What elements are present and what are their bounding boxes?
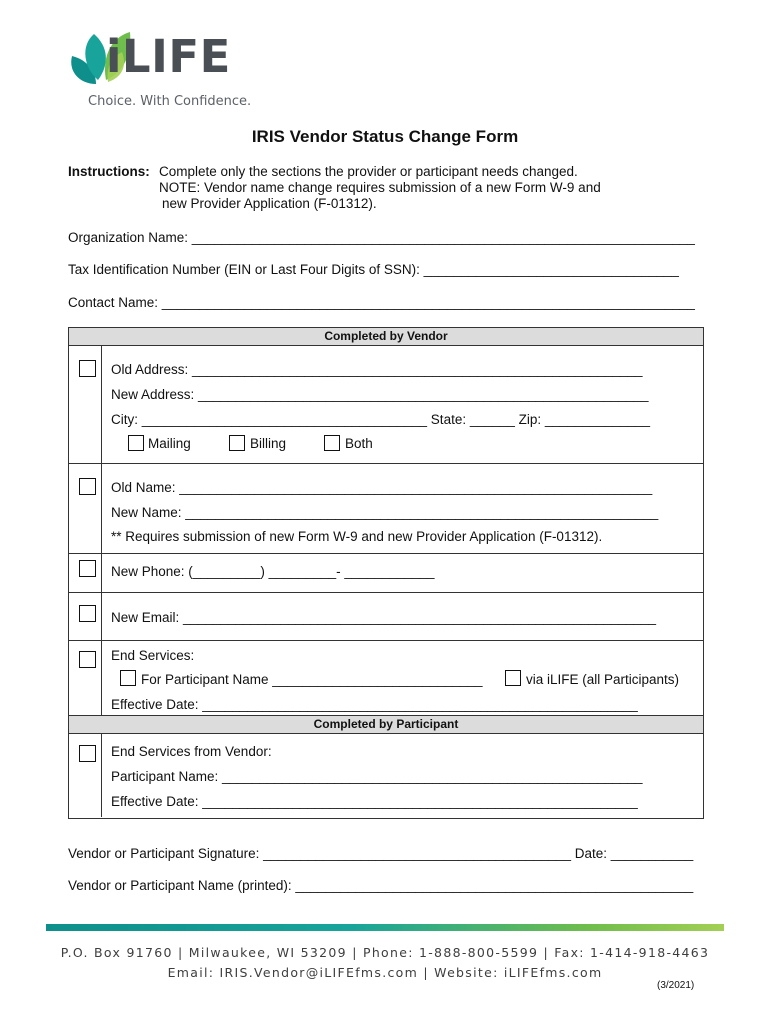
name-change-checkbox[interactable]	[79, 478, 96, 495]
row-divider	[69, 640, 703, 641]
new-name-field[interactable]: New Name: _______________________________________________________________	[111, 505, 659, 520]
mailing-label: Mailing	[148, 436, 191, 451]
participant-end-services-checkbox[interactable]	[79, 745, 96, 762]
form-title: IRIS Vendor Status Change Form	[251, 127, 519, 146]
row-divider	[69, 553, 703, 554]
end-services-effective-date-field[interactable]: Effective Date: __________________________________________________________	[111, 697, 638, 712]
name-change-note: ** Requires submission of new Form W-9 and new Provider Application (F-01312).	[111, 529, 603, 544]
checkbox-column-divider	[101, 345, 102, 715]
participant-section-header: Completed by Participant	[69, 715, 703, 734]
logo-wordmark: iLIFE	[106, 30, 231, 83]
vendor-section-header: Completed by Vendor	[69, 327, 703, 346]
organization-name-field[interactable]: Organization Name: ___________________________________________________________________	[68, 230, 695, 245]
end-services-label: End Services:	[111, 648, 195, 663]
end-services-checkbox[interactable]	[79, 651, 96, 668]
row-divider	[69, 463, 703, 464]
tax-id-field[interactable]: Tax Identification Number (EIN or Last Four Digits of SSN): __________________________________	[68, 262, 679, 277]
participant-end-services-label: End Services from Vendor:	[111, 744, 272, 759]
instructions-line-2: NOTE: Vendor name change requires submission of a new Form W-9 and	[159, 180, 601, 195]
instructions-line-3: new Provider Application (F-01312).	[162, 196, 377, 211]
old-address-field[interactable]: Old Address: ____________________________________________________________	[111, 362, 643, 377]
billing-label: Billing	[250, 436, 287, 451]
participant-effective-date-field[interactable]: Effective Date: __________________________________________________________	[111, 794, 638, 809]
contact-name-field[interactable]: Contact Name: _______________________________________________________________________	[68, 295, 695, 310]
new-phone-field[interactable]: New Phone: (_________) _________- ____________	[111, 564, 435, 579]
new-email-field[interactable]: New Email: _______________________________________________________________	[111, 610, 657, 625]
billing-checkbox[interactable]	[229, 435, 245, 451]
city-state-zip-field[interactable]: City: ______________________________________ State: ______ Zip: ______________	[111, 412, 650, 427]
row-divider	[69, 592, 703, 593]
for-participant-checkbox[interactable]	[120, 670, 136, 686]
footer-web-line: Email: IRIS.Vendor@iLIFEfms.com | Website: iLIFEfms.com	[167, 965, 603, 980]
signature-field[interactable]: Vendor or Participant Signature: _________________________________________ Date: ___________	[68, 846, 694, 861]
phone-change-checkbox[interactable]	[79, 560, 96, 577]
participant-name-field[interactable]: Participant Name: ________________________________________________________	[111, 769, 643, 784]
checkbox-column-divider	[101, 734, 102, 817]
mailing-checkbox[interactable]	[128, 435, 144, 451]
both-checkbox[interactable]	[324, 435, 340, 451]
via-ilife-checkbox[interactable]	[505, 670, 521, 686]
printed-name-field[interactable]: Vendor or Participant Name (printed): _____________________________________________________	[68, 878, 694, 893]
old-name-field[interactable]: Old Name: _______________________________________________________________	[111, 480, 653, 495]
revision-date: (3/2021)	[657, 980, 695, 991]
instructions-line-1: Complete only the sections the provider or participant needs changed.	[159, 164, 578, 179]
footer-contact-line: P.O. Box 91760 | Milwaukee, WI 53209 | Phone: 1-888-800-5599 | Fax: 1-414-918-4463	[60, 945, 710, 960]
email-change-checkbox[interactable]	[79, 605, 96, 622]
address-change-checkbox[interactable]	[79, 360, 96, 377]
logo-tagline: Choice. With Confidence.	[88, 94, 252, 109]
via-ilife-label: via iLIFE (all Participants)	[526, 672, 680, 687]
footer-gradient-bar	[46, 924, 724, 931]
new-address-field[interactable]: New Address: ____________________________________________________________	[111, 387, 649, 402]
for-participant-field[interactable]: For Participant Name ____________________________	[141, 672, 483, 687]
instructions-label: Instructions:	[68, 164, 150, 179]
both-label: Both	[345, 436, 373, 451]
